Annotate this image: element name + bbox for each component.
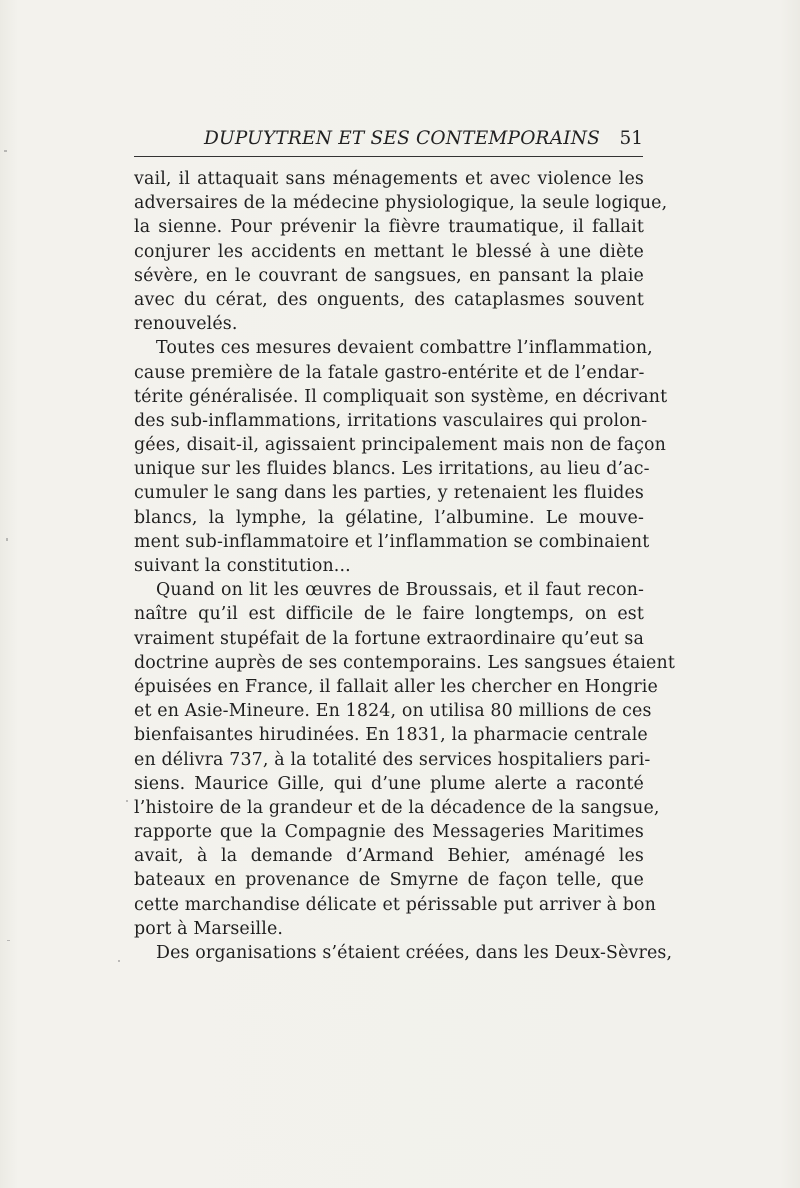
text-line: avec du cérat, des onguents, des cataplasmes souvent: [134, 289, 644, 310]
text-line: doctrine auprès de ses contemporains. Les sangsues étaient: [134, 652, 675, 673]
text-line: bienfaisantes hirudinées. En 1831, la pharmacie centrale: [134, 725, 648, 746]
text-line: siens. Maurice Gille, qui d’une plume alerte a raconté: [134, 773, 644, 794]
text-line: cause première de la fatale gastro-entérite et de l’endar-: [134, 362, 645, 383]
scan-speck: [4, 150, 7, 152]
text-line: la sienne. Pour prévenir la fièvre traumatique, il fallait: [134, 217, 644, 238]
text-line: vail, il attaquait sans ménagements et avec violence les: [134, 169, 644, 189]
text-line: et en Asie-Mineure. En 1824, on utilisa 80 millions de ces: [134, 701, 652, 722]
text-line: adversaires de la médecine physiologique, la seule logique,: [134, 193, 668, 214]
text-line: renouvelés.: [134, 314, 238, 335]
header-rule: [134, 156, 643, 157]
text-line: gées, disait-il, agissaient principalement mais non de façon: [134, 435, 666, 456]
running-title: DUPUYTREN ET SES CONTEMPORAINS: [204, 128, 601, 149]
text-line: conjurer les accidents en mettant le blessé à une diète: [134, 241, 644, 262]
text-line: rapporte que la Compagnie des Messageries Maritimes: [134, 822, 644, 843]
text-line: bateaux en provenance de Smyrne de façon telle, que: [134, 870, 644, 891]
text-line: Quand on lit les œuvres de Broussais, et il faut recon-: [156, 580, 644, 601]
scan-speck: [6, 538, 8, 541]
page-header: [134, 128, 643, 156]
text-line: l’histoire de la grandeur et de la décadence de la sangsue,: [134, 797, 660, 818]
text-line: suivant la constitution...: [134, 556, 351, 576]
text-line: unique sur les fluides blancs. Les irritations, au lieu d’ac-: [134, 459, 650, 480]
text-line: cumuler le sang dans les parties, y retenaient les fluides: [134, 483, 644, 504]
text-line: Des organisations s’étaient créées, dans les Deux-Sèvres,: [156, 943, 673, 963]
text-line: naître qu’il est difficile de le faire longtemps, on est: [134, 604, 644, 625]
text-line: cette marchandise délicate et périssable put arriver à bon: [134, 894, 657, 915]
scan-speck: [118, 960, 120, 962]
text-line: térite généralisée. Il compliquait son système, en décrivant: [134, 386, 668, 407]
text-line: Toutes ces mesures devaient combattre l’inflammation,: [156, 338, 653, 359]
text-line: vraiment stupéfait de la fortune extraordinaire qu’eut sa: [134, 628, 644, 649]
text-line: en délivra 737, à la totalité des services hospitaliers pari-: [134, 749, 651, 770]
text-line: blancs, la lymphe, la gélatine, l’albumine. Le mouve-: [134, 507, 644, 528]
scan-speck: [126, 800, 128, 802]
text-line: épuisées en France, il fallait aller les chercher en Hongrie: [134, 676, 658, 697]
body-text: [134, 167, 675, 965]
text-line: des sub-inflammations, irritations vasculaires qui prolon-: [134, 410, 648, 431]
text-line: ment sub-inflammatoire et l’inflammation se combinaient: [134, 531, 650, 552]
text-line: sévère, en le couvrant de sangsues, en pansant la plaie: [134, 265, 644, 286]
page-number: 51: [619, 128, 643, 149]
text-line: port à Marseille.: [134, 918, 284, 939]
text-line: avait, à la demande d’Armand Behier, aménagé les: [134, 846, 644, 867]
scan-speck: [7, 940, 10, 941]
